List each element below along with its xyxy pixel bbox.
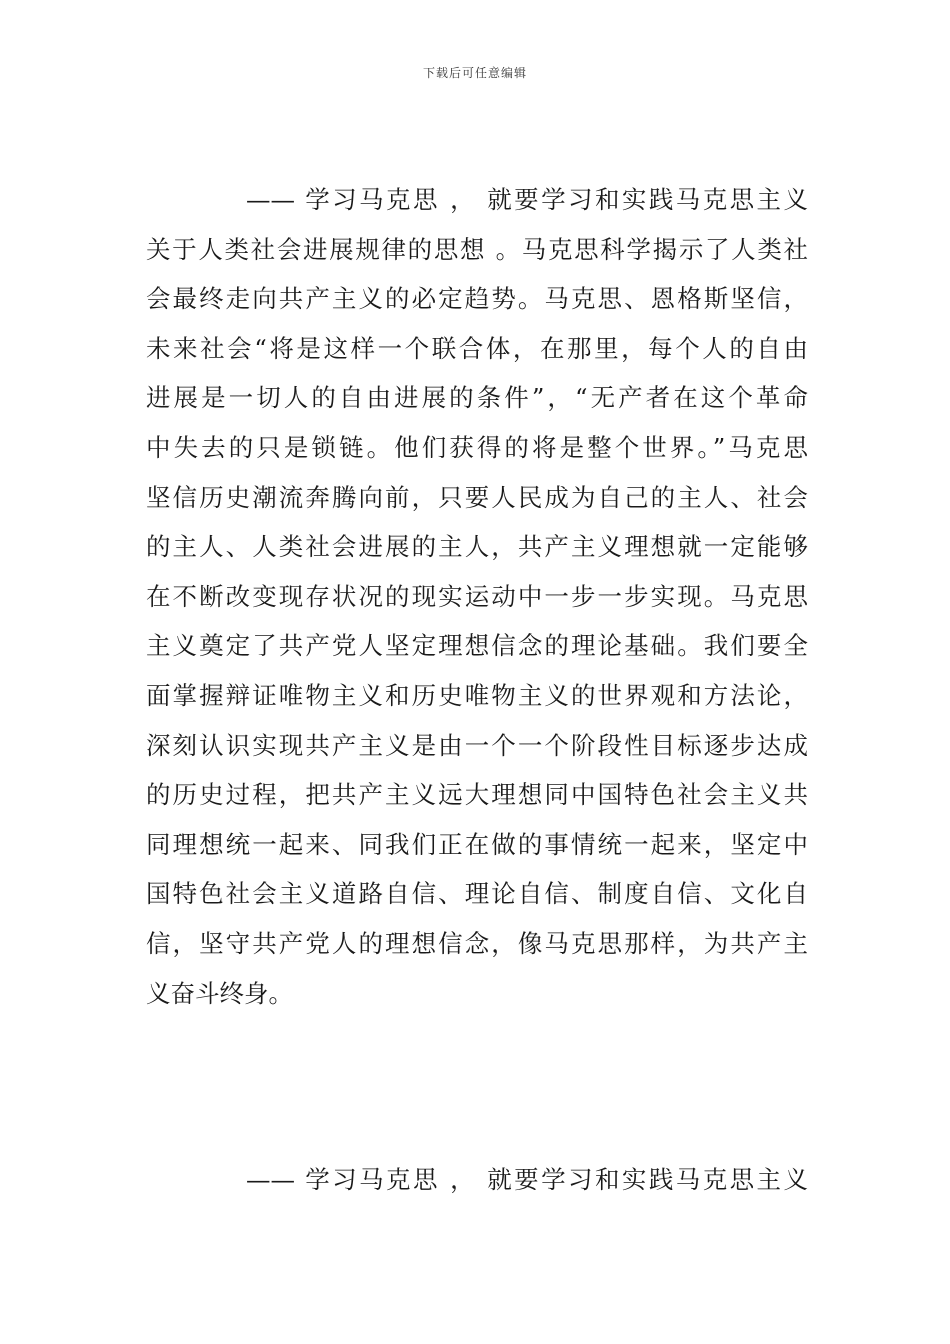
paragraph-line: 未来社会“将是这样一个联合体，在那里，每个人的自由 xyxy=(146,333,808,363)
body-paragraph xyxy=(146,175,808,1018)
page-header-note: 下载后可任意编辑 xyxy=(422,66,527,80)
paragraph-line: 的主人、人类社会进展的主人，共产主义理想就一定能够 xyxy=(146,532,808,562)
paragraph-line: 深刻认识实现共产主义是由一个一个阶段性目标逐步达成 xyxy=(146,730,808,760)
paragraph-line: —— 学习马克思 ， 就要学习和实践马克思主义 xyxy=(246,1165,808,1194)
paragraph-line: 面掌握辩证唯物主义和历史唯物主义的世界观和方法论， xyxy=(146,680,808,710)
paragraph-line: 会最终走向共产主义的必定趋势。马克思、恩格斯坚信， xyxy=(146,284,808,314)
paragraph-line: 在不断改变现存状况的现实运动中一步一步实现。马克思 xyxy=(146,581,808,611)
paragraph-line: 关于人类社会进展规律的思想 。马克思科学揭示了人类社 xyxy=(146,234,808,264)
paragraph-line: 国特色社会主义道路自信、理论自信、制度自信、文化自 xyxy=(146,879,808,909)
paragraph-line: 信，坚守共产党人的理想信念，像马克思那样，为共产主 xyxy=(146,928,808,958)
paragraph-line: —— 学习马克思 ， 就要学习和实践马克思主义 xyxy=(246,185,808,214)
paragraph-line: 同理想统一起来、同我们正在做的事情统一起来，坚定中 xyxy=(146,829,808,859)
paragraph-line: 义奋斗终身。 xyxy=(146,978,293,1008)
body-paragraph-repeat xyxy=(146,1155,808,1205)
paragraph-line: 坚信历史潮流奔腾向前，只要人民成为自己的主人、社会 xyxy=(146,482,808,512)
paragraph-line: 进展是一切人的自由进展的条件”，“无产者在这个革命 xyxy=(146,383,808,413)
paragraph-line: 主义奠定了共产党人坚定理想信念的理论基础。我们要全 xyxy=(146,631,808,661)
paragraph-line: 中失去的只是锁链。他们获得的将是整个世界。”马克思 xyxy=(146,432,808,462)
paragraph-line: 的历史过程，把共产主义远大理想同中国特色社会主义共 xyxy=(146,780,808,810)
